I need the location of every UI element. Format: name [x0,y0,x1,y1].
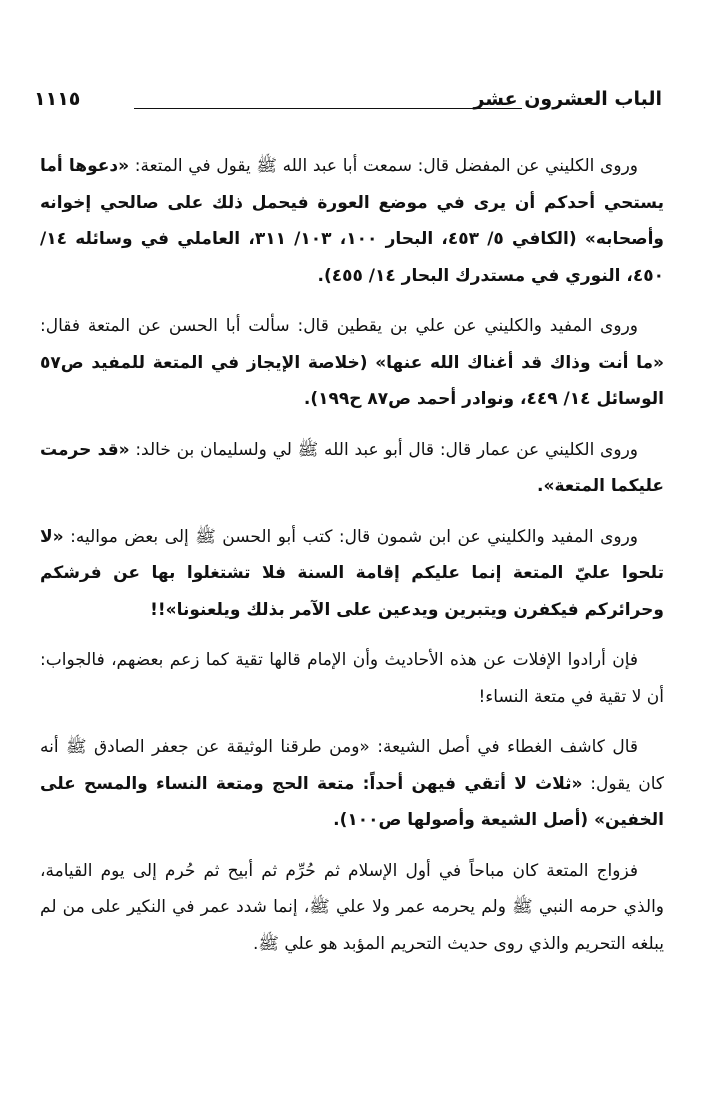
paragraph-1 [40,148,664,294]
paragraph-3 [40,432,664,505]
page-number: ١١١٥ [34,88,81,110]
chapter-title: الباب العشرون عشر [473,88,662,110]
paragraph-plain-text: وروى الكليني عن عمار قال: قال أبو عبد الله ﷺ لي ولسليمان بن خالد: [129,439,638,460]
paragraph-quote: «ثلاث لا أتقي فيهن أحداً: متعة الحج ومتعة النساء والمسح على الخفين» (أصل الشيعة وأصولها ص١٠٠). [40,773,664,830]
paragraph-plain-text: وروى المفيد والكليني عن ابن شمون قال: كتب أبو الحسن ﷺ إلى بعض مواليه: [63,526,638,547]
paragraph-quote: «قد حرمت عليكما المتعة». [40,439,664,496]
page-body [40,148,664,976]
paragraph-quote: «دعوها أما يستحي أحدكم أن يرى في موضع العورة فيحمل ذلك على صالحي إخوانه وأصحابه» (الكافي ٥/ ٤٥٣، البحار ١٠٠، ١٠٣/ ٣١١، العاملي في وسائله ١٤/ ٤٥٠، النوري في مستدرك البحار ١٤/ ٤٥٥). [40,156,664,286]
paragraph-quote: «لا تلحوا عليّ المتعة إنما عليكم إقامة السنة فلا تشتغلوا بها عن فرشكم وحرائركم فيكفرن ويتبرين ويدعين على الآمر بذلك ويلعنونا»!! [40,526,664,620]
paragraph-4 [40,519,664,629]
header-rule [134,108,522,109]
paragraph-2 [40,308,664,418]
paragraph-6 [40,729,664,839]
paragraph-plain-text: فزواج المتعة كان مباحاً في أول الإسلام ثم حُرِّم ثم أبيح ثم حُرم إلى يوم القيامة، والذي حرمه النبي ﷺ ولم يحرمه عمر ولا علي ﷺ، إنما شدد عمر في النكير على من لم يبلغه التحريم والذي روى حديث التحريم المؤبد هو علي ﷺ. [40,860,664,954]
paragraph-plain-text: وروى الكليني عن المفضل قال: سمعت أبا عبد الله ﷺ يقول في المتعة: [129,156,638,176]
paragraph-plain-text: قال كاشف الغطاء في أصل الشيعة: «ومن طرقنا الوثيقة عن جعفر الصادق ﷺ أنه كان يقول: [40,737,664,794]
paragraph-5 [40,642,664,715]
paragraph-plain-text: فإن أرادوا الإفلات عن هذه الأحاديث وأن الإمام قالها تقية كما زعم بعضهم، فالجواب: أن لا تقية في متعة النساء! [40,650,664,707]
paragraph-plain-text: وروى المفيد والكليني عن علي بن يقطين قال: سألت أبا الحسن عن المتعة فقال: [40,316,638,336]
paragraph-7 [40,853,664,963]
page-header [34,86,662,120]
paragraph-quote: «ما أنت وذاك قد أغناك الله عنها» (خلاصة الإيجاز في المتعة للمفيد ص٥٧ الوسائل ١٤/ ٤٤٩، ونوادر أحمد ص٨٧ ح١٩٩). [40,352,664,409]
